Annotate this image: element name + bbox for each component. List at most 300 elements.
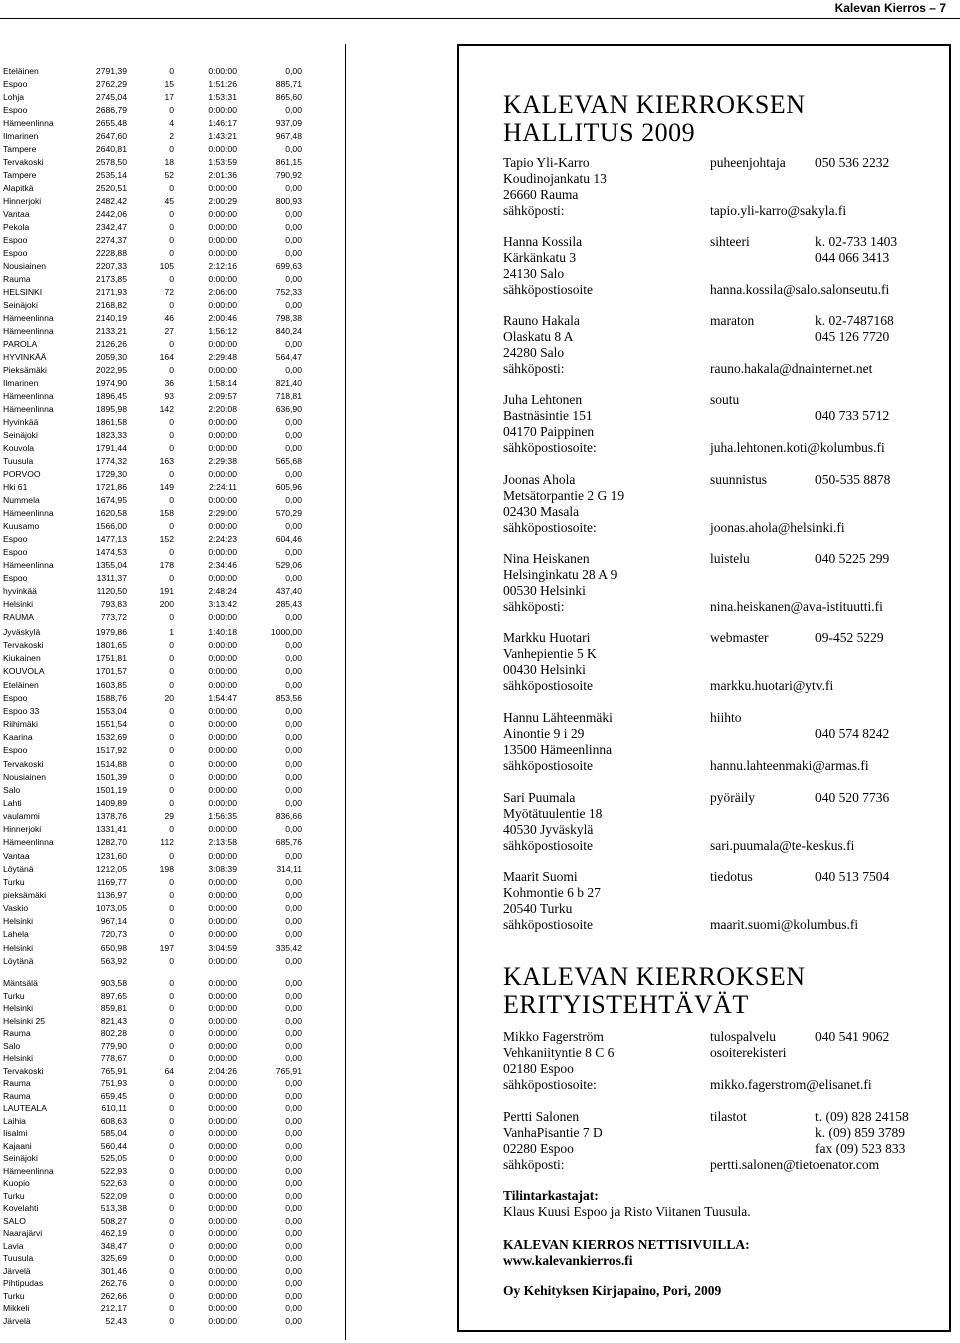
result-time: 1:58:14 — [208, 378, 237, 388]
result-time: 0:00:00 — [208, 274, 237, 284]
result-score: 2133,21 — [95, 326, 127, 336]
contact-line-left: sähköposti: — [503, 599, 565, 614]
result-row — [0, 627, 340, 637]
result-score: 2745,04 — [95, 92, 127, 102]
contact-line-left: Myötätuulentie 18 — [503, 806, 603, 821]
result-row — [0, 1178, 340, 1188]
result-points: 285,43 — [275, 599, 302, 609]
result-town: SALO — [3, 1215, 26, 1226]
result-score: 2640,81 — [95, 144, 127, 154]
result-score: 903,58 — [100, 978, 127, 988]
result-town: Hämeenlinna — [3, 404, 54, 414]
result-rank: 0 — [169, 929, 174, 940]
result-points: 0,00 — [285, 1053, 302, 1063]
contact-line-left: 40530 Jyväskylä — [503, 822, 594, 837]
result-rank: 17 — [164, 92, 174, 102]
result-rank: 0 — [169, 745, 174, 756]
result-row — [0, 547, 340, 557]
result-rank: 20 — [164, 692, 174, 703]
result-points: 0,00 — [285, 573, 302, 583]
result-row — [0, 890, 340, 900]
result-points: 0,00 — [285, 417, 302, 427]
result-town: Helsinki — [3, 942, 34, 953]
result-score: 1378,76 — [95, 811, 127, 822]
result-points: 0,00 — [285, 300, 302, 310]
contact-line-right: k. 02-733 1403 — [815, 234, 898, 249]
result-time: 2:29:38 — [208, 456, 237, 466]
result-score: 1477,13 — [95, 534, 127, 544]
contact-line-middle: sihteeri — [710, 234, 750, 249]
result-town: Salo — [3, 1040, 21, 1051]
result-points: 0,00 — [285, 705, 302, 716]
result-town: Lohja — [3, 92, 25, 102]
result-score: 720,73 — [100, 929, 127, 940]
result-rank: 0 — [169, 890, 174, 900]
result-score: 1674,95 — [95, 495, 127, 505]
result-time: 0:00:00 — [208, 1240, 237, 1251]
result-row — [0, 680, 340, 690]
result-points: 0,00 — [285, 222, 302, 232]
result-row — [0, 378, 340, 388]
contact-line-left: sähköpostiosoite — [503, 282, 593, 297]
contact-line-left: Vehkaniityntie 8 C 6 — [503, 1045, 615, 1060]
result-time: 0:00:00 — [208, 66, 237, 76]
result-row — [0, 772, 340, 782]
result-row — [0, 1278, 340, 1288]
result-rank: 0 — [169, 1253, 174, 1263]
result-points: 0,00 — [285, 1140, 302, 1151]
result-rank: 0 — [169, 209, 174, 219]
result-rank: 163 — [159, 456, 174, 466]
contact-line-left: Tilintarkastajat: — [503, 1188, 599, 1203]
result-points: 718,81 — [275, 391, 302, 401]
result-row — [0, 131, 340, 141]
board-title-line1: KALEVAN KIERROKSEN — [503, 90, 806, 119]
result-rank: 0 — [169, 1078, 174, 1088]
result-score: 2578,50 — [95, 157, 127, 167]
result-rank: 0 — [169, 573, 174, 583]
contact-line-left: sähköpostiosoite — [503, 678, 593, 693]
result-rank: 0 — [169, 1115, 174, 1126]
result-score: 2442,06 — [95, 209, 127, 219]
result-row — [0, 599, 340, 609]
result-town: Helsinki 25 — [3, 1015, 46, 1026]
contact-line-right: 040 733 5712 — [815, 408, 890, 423]
result-row — [0, 469, 340, 479]
result-score: 610,11 — [101, 1103, 127, 1113]
result-rank: 149 — [159, 482, 174, 492]
contact-line-left: 24280 Salo — [503, 345, 565, 360]
result-town: Järvelä — [3, 1265, 31, 1276]
contact-line-left: 26660 Rauma — [503, 187, 579, 202]
result-town: Seinäjoki — [3, 1153, 38, 1163]
result-town: Kuopio — [3, 1178, 30, 1188]
contact-line-left: Helsinginkatu 28 A 9 — [503, 567, 618, 582]
result-town: Rauma — [3, 1028, 31, 1038]
result-town: Alapitkä — [3, 183, 34, 193]
result-town: Pekola — [3, 222, 30, 232]
result-time: 2:12:16 — [208, 261, 237, 271]
contact-line-middle: tilastot — [710, 1109, 747, 1124]
contact-line-middle: hanna.kossila@salo.salonseutu.fi — [710, 282, 890, 297]
result-points: 0,00 — [285, 248, 302, 258]
result-score: 1791,44 — [95, 443, 127, 453]
result-row — [0, 1103, 340, 1113]
result-time: 2:29:48 — [208, 352, 237, 362]
result-town: Lavia — [3, 1240, 24, 1251]
contact-line-left: 20540 Turku — [503, 901, 573, 916]
result-rank: 0 — [169, 916, 174, 927]
result-row — [0, 1216, 340, 1226]
result-score: 1721,86 — [95, 482, 127, 492]
contact-line-right: 045 126 7720 — [815, 329, 890, 344]
result-score: 2686,79 — [95, 105, 127, 115]
result-score: 1474,53 — [95, 547, 127, 557]
result-points: 0,00 — [285, 1040, 302, 1051]
result-row — [0, 1116, 340, 1126]
result-time: 0:00:00 — [208, 1290, 237, 1301]
result-time: 0:00:00 — [208, 417, 237, 427]
result-rank: 0 — [169, 1040, 174, 1051]
result-time: 0:00:00 — [208, 1090, 237, 1101]
contact-line-left: Koudinojankatu 13 — [503, 171, 607, 186]
result-points: 0,00 — [285, 144, 302, 154]
result-points: 1000,00 — [270, 627, 302, 637]
result-row — [0, 339, 340, 349]
result-score: 1620,58 — [95, 508, 127, 518]
result-rank: 0 — [169, 850, 174, 861]
result-rank: 0 — [169, 1178, 174, 1188]
result-score: 608,63 — [100, 1115, 127, 1126]
contact-line-left: KALEVAN KIERROS NETTISIVUILLA: — [503, 1237, 750, 1252]
contact-line-right: 050-535 8878 — [815, 472, 891, 487]
result-time: 0:00:00 — [208, 144, 237, 154]
result-score: 1501,39 — [95, 771, 127, 782]
result-time: 1:56:12 — [208, 326, 237, 336]
result-score: 2647,60 — [95, 131, 127, 141]
result-rank: 0 — [169, 732, 174, 743]
contact-line-middle: maarit.suomi@kolumbus.fi — [710, 917, 859, 932]
result-town: Pihtipudas — [3, 1278, 44, 1288]
result-row — [0, 1316, 340, 1326]
result-town: Turku — [3, 990, 25, 1001]
contact-line-left: Metsätorpantie 2 G 19 — [503, 488, 625, 503]
result-rank: 27 — [164, 326, 174, 336]
result-rank: 0 — [169, 1203, 174, 1213]
result-rank: 18 — [164, 157, 174, 167]
result-time: 0:00:00 — [208, 732, 237, 743]
result-rank: 0 — [169, 1053, 174, 1063]
result-town: Pieksämäki — [3, 365, 47, 375]
contact-line-middle: mikko.fagerstrom@elisanet.fi — [710, 1077, 872, 1092]
result-points: 0,00 — [285, 732, 302, 743]
result-time: 0:00:00 — [208, 1190, 237, 1201]
result-time: 0:00:00 — [208, 1228, 237, 1238]
result-points: 0,00 — [285, 824, 302, 835]
contact-line-left: VanhaPisantie 7 D — [503, 1125, 603, 1140]
result-points: 0,00 — [285, 105, 302, 115]
result-time: 2:00:29 — [208, 196, 237, 206]
result-points: 0,00 — [285, 1115, 302, 1126]
result-score: 348,47 — [100, 1240, 127, 1251]
result-town: Hämeenlinna — [3, 508, 54, 518]
contact-line-right: 044 066 3413 — [815, 250, 890, 265]
result-town: Vaskio — [3, 903, 29, 914]
result-time: 2:09:57 — [208, 391, 237, 401]
result-town: Vantaa — [3, 850, 30, 861]
result-time: 0:00:00 — [208, 978, 237, 988]
result-score: 1823,33 — [95, 430, 127, 440]
result-points: 0,00 — [285, 758, 302, 769]
result-time: 0:00:00 — [208, 1040, 237, 1051]
contact-line-middle: soutu — [710, 392, 740, 407]
result-row — [0, 105, 340, 115]
result-row — [0, 508, 340, 518]
result-town: Nousiainen — [3, 261, 46, 271]
result-town: LAUTEALA — [3, 1103, 47, 1113]
result-rank: 191 — [159, 586, 174, 596]
result-time: 0:00:00 — [208, 1278, 237, 1288]
result-points: 0,00 — [285, 1165, 302, 1176]
result-row — [0, 222, 340, 232]
result-town: Hki 61 — [3, 482, 28, 492]
result-town: Kouvola — [3, 443, 35, 453]
result-rank: 200 — [159, 599, 174, 609]
tasks-title-line2: ERITYISTEHTÄVÄT — [503, 990, 749, 1019]
result-rank: 0 — [169, 1090, 174, 1101]
result-points: 0,00 — [285, 209, 302, 219]
result-points: 0,00 — [285, 1078, 302, 1088]
contact-line-left: Juha Lehtonen — [503, 392, 583, 407]
result-points: 0,00 — [285, 469, 302, 479]
result-time: 0:00:00 — [208, 758, 237, 769]
contact-line-right: k. (09) 859 3789 — [815, 1125, 905, 1140]
result-town: Kajaani — [3, 1140, 32, 1151]
contact-line-right: 09-452 5229 — [815, 630, 884, 645]
contact-line-left: Ainontie 9 i 29 — [503, 726, 585, 741]
result-row — [0, 1203, 340, 1213]
contact-line-left: Olaskatu 8 A — [503, 329, 574, 344]
result-points: 765,91 — [275, 1065, 302, 1076]
result-town: Laihia — [3, 1115, 26, 1126]
result-score: 1979,86 — [95, 627, 127, 637]
result-time: 3:04:59 — [208, 942, 237, 953]
result-town: Espoo — [3, 573, 28, 583]
result-points: 865,60 — [275, 92, 302, 102]
result-points: 0,00 — [285, 495, 302, 505]
result-town: Helsinki — [3, 599, 34, 609]
result-points: 0,00 — [285, 430, 302, 440]
result-time: 0:00:00 — [208, 1003, 237, 1013]
result-points: 0,00 — [285, 978, 302, 988]
result-row — [0, 824, 340, 834]
result-rank: 0 — [169, 978, 174, 988]
result-town: Seinäjoki — [3, 300, 38, 310]
result-time: 0:00:00 — [208, 1128, 237, 1138]
result-score: 525,05 — [100, 1153, 127, 1163]
result-points: 0,00 — [285, 955, 302, 966]
contact-line-middle: pyöräily — [710, 790, 755, 805]
result-rank: 0 — [169, 1128, 174, 1138]
result-rank: 164 — [159, 352, 174, 362]
result-time: 0:00:00 — [208, 547, 237, 557]
contact-line-middle: luistelu — [710, 551, 750, 566]
contact-line-right: fax (09) 523 833 — [815, 1141, 906, 1156]
result-town: KOUVOLA — [3, 666, 45, 677]
result-row — [0, 929, 340, 939]
result-row — [0, 209, 340, 219]
result-score: 2762,29 — [95, 79, 127, 89]
contact-line-left: sähköpostiosoite — [503, 917, 593, 932]
contact-line-left: Tapio Yli-Karro — [503, 155, 590, 170]
result-time: 0:00:00 — [208, 1215, 237, 1226]
result-row — [0, 586, 340, 596]
result-points: 967,48 — [275, 131, 302, 141]
result-town: Hämeenlinna — [3, 1165, 54, 1176]
result-points: 0,00 — [285, 443, 302, 453]
contact-line-middle: tapio.yli-karro@sakyla.fi — [710, 203, 847, 218]
result-rank: 105 — [159, 261, 174, 271]
result-town: Espoo — [3, 745, 28, 756]
result-town: Lahela — [3, 929, 29, 940]
result-row — [0, 66, 340, 76]
result-score: 2228,88 — [95, 248, 127, 258]
result-rank: 0 — [169, 300, 174, 310]
result-town: PAROLA — [3, 339, 38, 349]
result-rank: 0 — [169, 1240, 174, 1251]
result-town: Tervakoski — [3, 640, 44, 651]
result-time: 0:00:00 — [208, 209, 237, 219]
result-score: 1896,45 — [95, 391, 127, 401]
result-town: Lahti — [3, 797, 22, 808]
result-town: Espoo — [3, 235, 28, 245]
result-score: 2207,33 — [95, 261, 127, 271]
result-points: 564,47 — [275, 352, 302, 362]
result-score: 2342,47 — [95, 222, 127, 232]
result-rank: 0 — [169, 824, 174, 835]
result-score: 1331,41 — [95, 824, 127, 835]
result-time: 0:00:00 — [208, 719, 237, 730]
result-time: 2:29:00 — [208, 508, 237, 518]
result-points: 0,00 — [285, 1315, 302, 1326]
result-row — [0, 745, 340, 755]
result-town: Espoo 33 — [3, 705, 40, 716]
result-time: 0:00:00 — [208, 705, 237, 716]
result-town: Kaarina — [3, 732, 33, 743]
result-rank: 0 — [169, 1290, 174, 1301]
result-rank: 142 — [159, 404, 174, 414]
contact-line-right: 040 5225 299 — [815, 551, 890, 566]
result-rank: 152 — [159, 534, 174, 544]
contact-line-left: sähköpostiosoite: — [503, 520, 597, 535]
result-town: Espoo — [3, 79, 28, 89]
result-rank: 0 — [169, 1015, 174, 1026]
result-rank: 72 — [164, 287, 174, 297]
result-points: 0,00 — [285, 1128, 302, 1138]
result-points: 840,24 — [275, 326, 302, 336]
contact-line-left: Vanhepientie 5 K — [503, 646, 597, 661]
result-rank: 64 — [164, 1065, 174, 1076]
contact-line-left: 00430 Helsinki — [503, 662, 586, 677]
result-score: 522,93 — [100, 1165, 127, 1176]
result-town: Hämeenlinna — [3, 391, 54, 401]
result-score: 1136,97 — [96, 890, 127, 900]
result-row — [0, 534, 340, 544]
result-points: 0,00 — [285, 1190, 302, 1201]
result-rank: 45 — [164, 196, 174, 206]
result-row — [0, 666, 340, 676]
result-time: 0:00:00 — [208, 850, 237, 861]
contact-line-left: Bastnäsintie 151 — [503, 408, 593, 423]
result-rank: 0 — [169, 1303, 174, 1313]
contact-line-left: sähköposti: — [503, 203, 565, 218]
contact-line-left: sähköposti: — [503, 361, 565, 376]
result-town: Helsinki — [3, 1053, 34, 1063]
result-row — [0, 864, 340, 874]
result-score: 585,04 — [100, 1128, 127, 1138]
result-row — [0, 157, 340, 167]
result-score: 1169,77 — [96, 876, 127, 887]
result-score: 859,81 — [100, 1003, 127, 1013]
contact-line-middle: juha.lehtonen.koti@kolumbus.fi — [710, 440, 885, 455]
result-time: 0:00:00 — [208, 1028, 237, 1038]
result-score: 1532,69 — [95, 732, 127, 743]
result-row — [0, 1253, 340, 1263]
result-row — [0, 877, 340, 887]
result-row — [0, 1153, 340, 1163]
contact-line-left: Hannu Lähteenmäki — [503, 710, 613, 725]
result-time: 0:00:00 — [208, 1165, 237, 1176]
result-town: Löytänä — [3, 955, 34, 966]
result-time: 0:00:00 — [208, 1140, 237, 1151]
result-points: 0,00 — [285, 1103, 302, 1113]
result-score: 802,28 — [100, 1028, 127, 1038]
result-score: 2535,14 — [95, 170, 127, 180]
result-row — [0, 391, 340, 401]
result-score: 325,69 — [100, 1253, 127, 1263]
result-row — [0, 653, 340, 663]
result-rank: 0 — [169, 1190, 174, 1201]
result-time: 0:00:00 — [208, 890, 237, 900]
result-time: 1:43:21 — [208, 131, 237, 141]
result-points: 437,40 — [275, 586, 302, 596]
result-points: 570,29 — [275, 508, 302, 518]
result-time: 0:00:00 — [208, 248, 237, 258]
result-row — [0, 118, 340, 128]
result-row — [0, 521, 340, 531]
result-row — [0, 482, 340, 492]
result-time: 0:00:00 — [208, 235, 237, 245]
contact-line-left: Markku Huotari — [503, 630, 591, 645]
result-score: 2059,30 — [95, 352, 127, 362]
result-town: Turku — [3, 1290, 25, 1301]
result-points: 0,00 — [285, 1290, 302, 1301]
result-score: 1355,04 — [95, 560, 127, 570]
contact-line-left: Mikko Fagerström — [503, 1029, 604, 1044]
contact-line-middle: tiedotus — [710, 869, 753, 884]
result-score: 2173,85 — [95, 274, 127, 284]
result-row — [0, 719, 340, 729]
result-time: 0:00:00 — [208, 105, 237, 115]
result-points: 0,00 — [285, 640, 302, 651]
result-town: Hämeenlinna — [3, 837, 54, 848]
result-points: 0,00 — [285, 771, 302, 782]
result-time: 0:00:00 — [208, 1203, 237, 1213]
result-points: 0,00 — [285, 1253, 302, 1263]
result-town: Eteläinen — [3, 679, 39, 690]
result-points: 0,00 — [285, 1228, 302, 1238]
result-row — [0, 640, 340, 650]
